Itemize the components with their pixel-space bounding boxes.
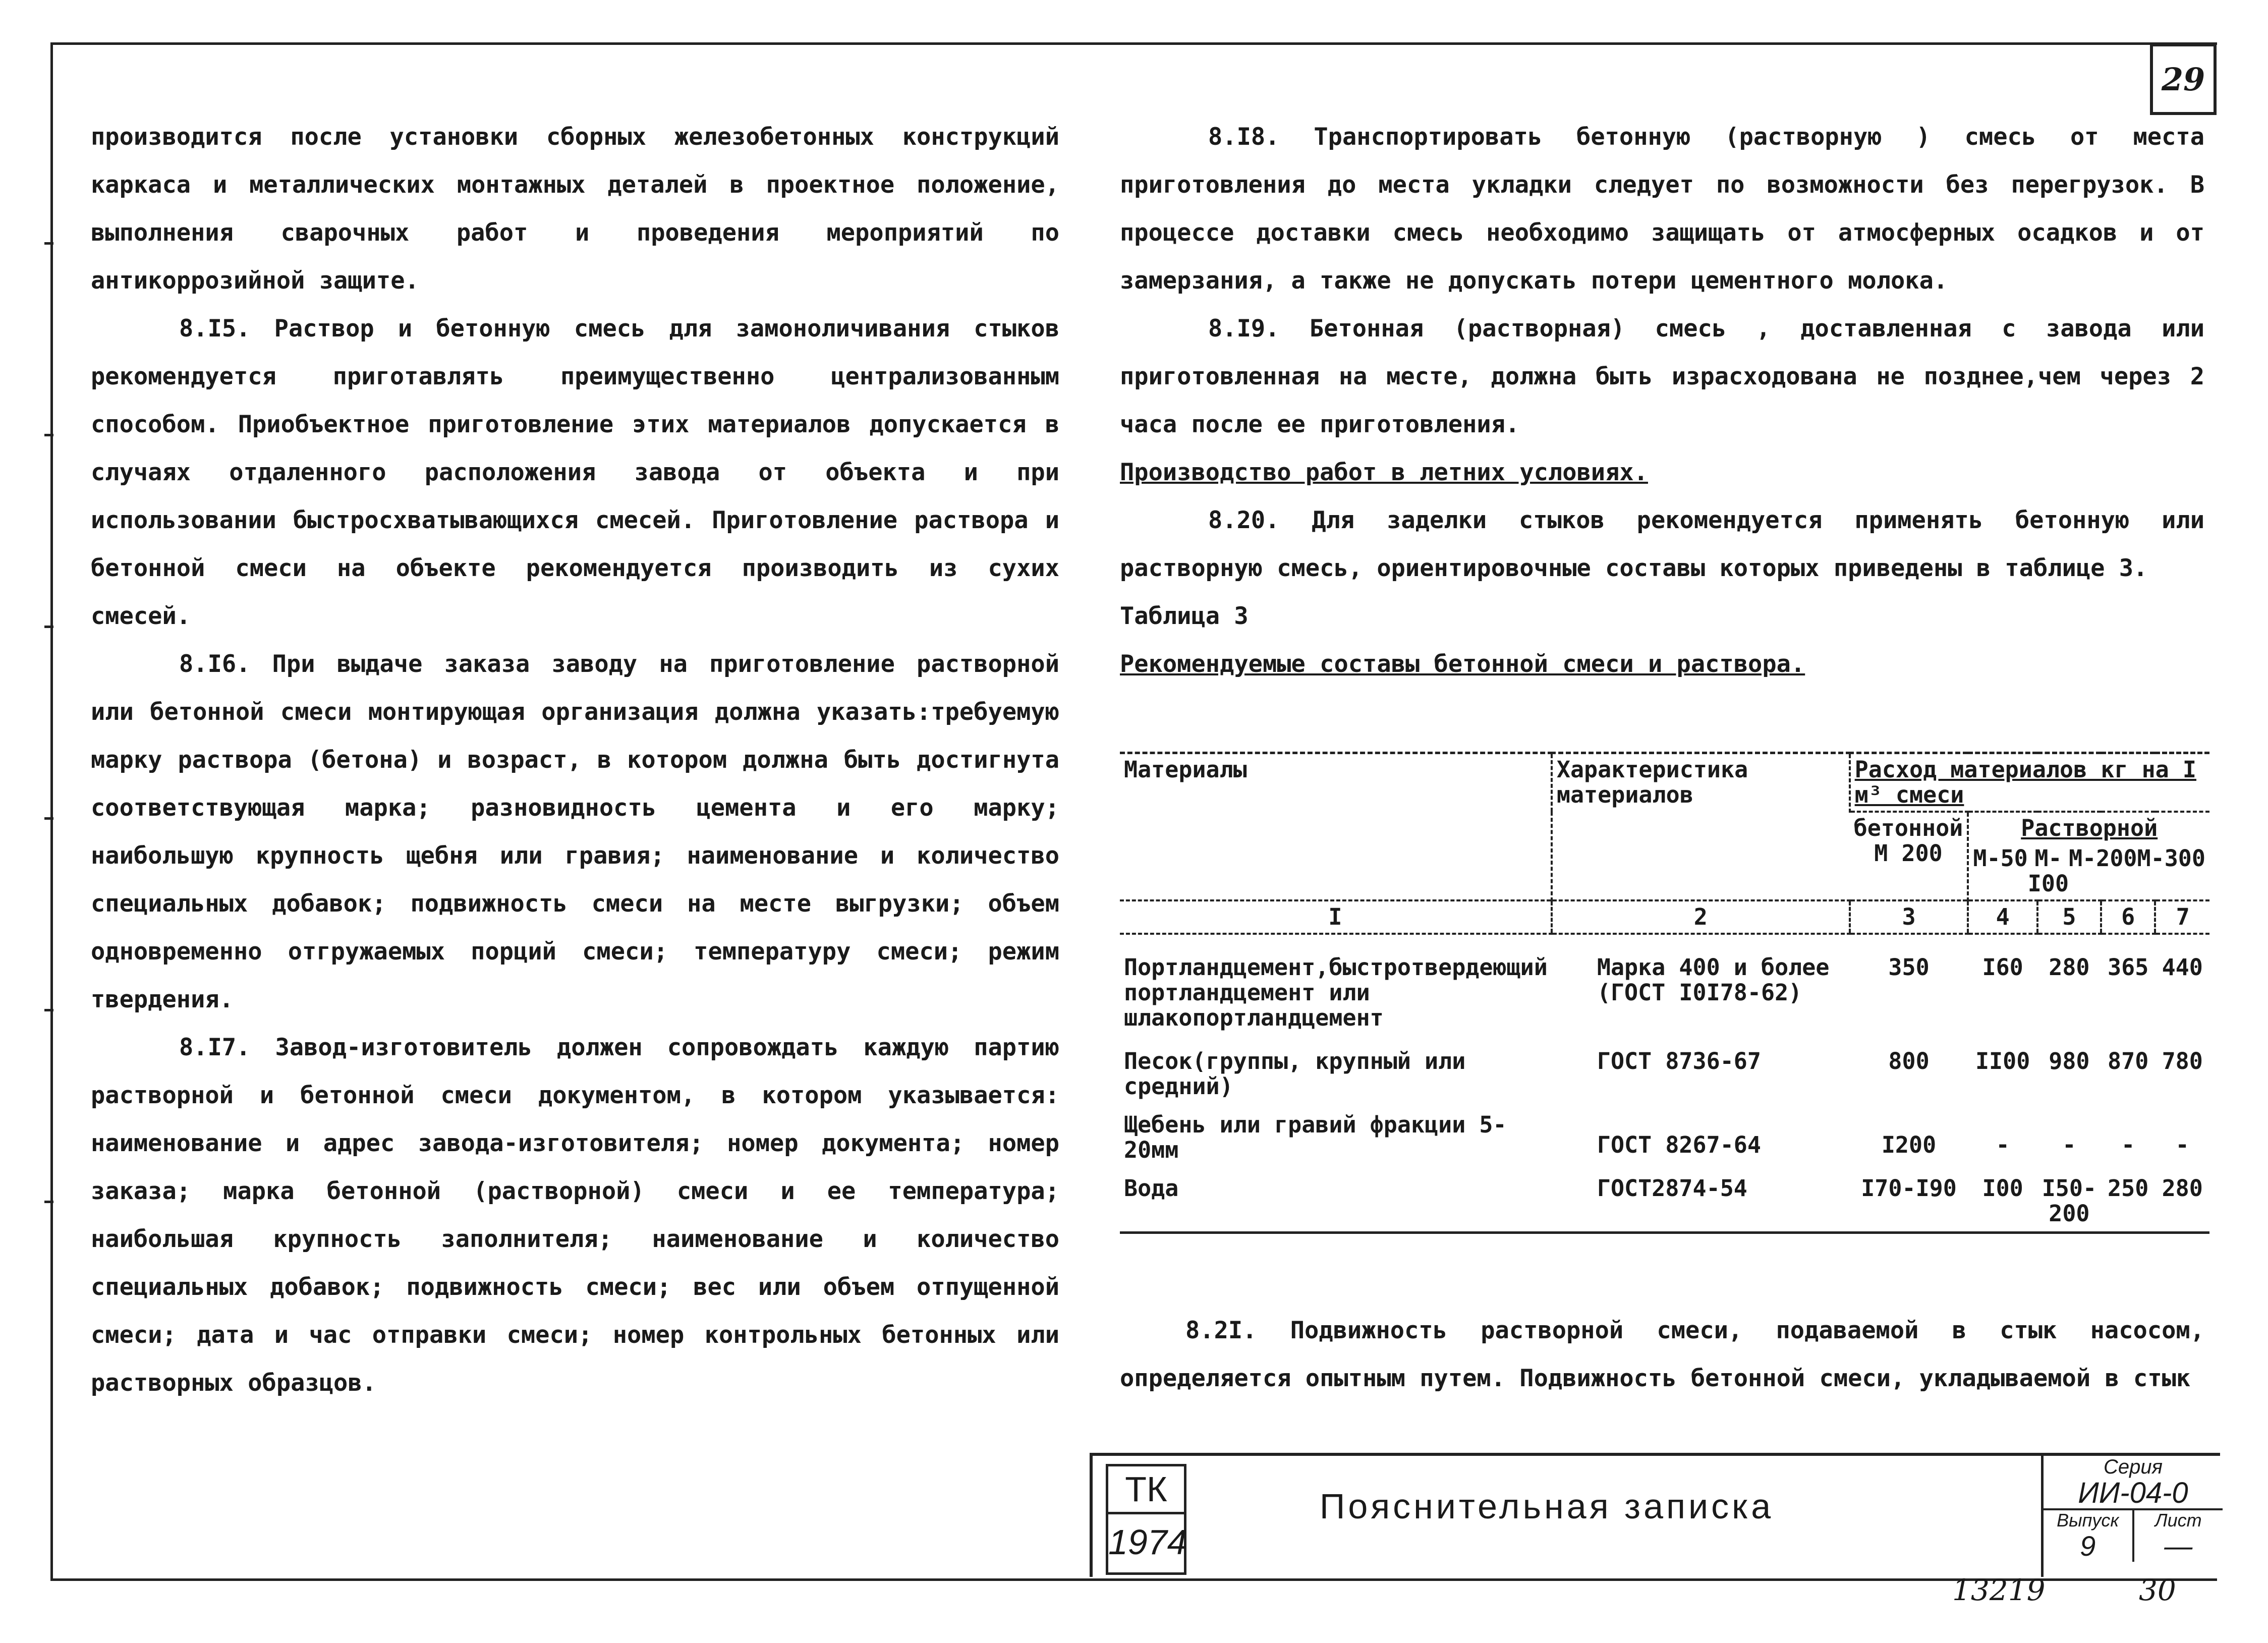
paragraph-8-16: 8.I6. При выдаче заказа заводу на приготовление растворной или бетонной смеси монтирующая организация должна указать:требуемую марку раствора (бетона) и возраст, в котором должна быть достигнута соответствующая марка; разновидность цемента и его марку; наибольшую крупность щебня или гравия; наименование и количество специальных добавок; подвижность смеси на месте выгрузки; объем одновременно отгружаемых порций смеси; температуру смеси; режим твердения. xyxy=(91,650,1059,1013)
paragraph-continuation: производится после установки сборных железобетонных конструкций каркаса и металлических монтажных деталей в проектное положение, выполнения сварочных работ и проведения мероприятий по антикоррозийной защите. xyxy=(91,123,1059,295)
cell-material: Портландцемент,быстротвердеющий портландцемент или шлакопортландцемент xyxy=(1124,954,1548,1031)
col-number: 2 xyxy=(1552,900,1850,934)
table-row xyxy=(1120,1166,2209,1233)
cell-spec: ГОСТ 8736-67 xyxy=(1597,1048,1761,1074)
paragraph-8-19: 8.I9. Бетонная (растворная) смесь , доставленная с завода или приготовленная на месте, должна быть израсходована не позднее,чем через 2 часа после ее приготовления. xyxy=(1120,315,2204,438)
table-row xyxy=(1120,1102,2209,1166)
cell-m200: 870 xyxy=(2108,1048,2149,1074)
header-mortar-group xyxy=(1968,812,2209,900)
series-code: ИИ-04-0 xyxy=(2044,1478,2223,1510)
table-row xyxy=(1120,1034,2209,1102)
table-label: Таблица 3 xyxy=(1120,602,1249,630)
cell-m50: - xyxy=(1996,1131,2010,1158)
header-concrete: бетонной М 200 xyxy=(1850,812,1968,900)
tk-year: 1974 xyxy=(1108,1522,1187,1562)
cell-concrete: I70-I90 xyxy=(1861,1175,1957,1202)
cell-spec: Марка 400 и более (ГОСТ I0I78-62) xyxy=(1597,954,1830,1006)
section-title: Производство работ в летних условиях. xyxy=(1120,459,1648,486)
edge-tick xyxy=(44,1201,53,1203)
document-title: Пояснительная записка xyxy=(1320,1487,1774,1526)
header-m200: М-200 xyxy=(2069,845,2137,872)
paragraph-8-18: 8.I8. Транспортировать бетонную (растворную ) смесь от места приготовления до места укладки следует по возможности без перегрузок. В процессе доставки смесь необходимо защищать от атмосферных осадков и от замерзания, а также не допускать потери цементного молока. xyxy=(1120,123,2204,295)
title-block xyxy=(1090,1453,2220,1577)
col-number: 3 xyxy=(1850,900,1968,934)
cell-m300: 780 xyxy=(2162,1048,2203,1074)
col-number: 5 xyxy=(2037,900,2101,934)
left-column xyxy=(91,113,1059,1407)
col-number: 7 xyxy=(2155,900,2209,934)
paragraph-8-15: 8.I5. Раствор и бетонную смесь для замоноличивания стыков рекомендуется приготавлять преимущественно централизованным способом. Приобъектное приготовление этих материалов допускается в случаях отдаленного расположения завода от объекта и при использовании быстросхватывающихся смесей. Приготовление раствора и бетонной смеси на объекте рекомендуется производить из сухих смесей. xyxy=(91,315,1059,630)
paragraph-8-20: 8.20. Для заделки стыков рекомендуется применять бетонную или растворную смесь, ориентировочные составы которых приведены в таблице 3. xyxy=(1120,506,2204,582)
issue-label: Выпуск xyxy=(2044,1510,2134,1531)
cell-spec: ГОСТ 8267-64 xyxy=(1597,1131,1761,1158)
cell-concrete: I200 xyxy=(1881,1131,1937,1158)
table-row xyxy=(1120,934,2209,1034)
edge-tick xyxy=(44,817,53,820)
sheet-value: — xyxy=(2164,1530,2193,1562)
cell-material: Щебень или гравий фракции 5-20мм xyxy=(1124,1111,1507,1163)
col-number: 4 xyxy=(1968,900,2037,934)
edge-tick xyxy=(44,242,53,245)
edge-tick xyxy=(44,1009,53,1011)
header-materials: Материалы xyxy=(1124,756,1247,783)
col-number: 6 xyxy=(2101,900,2156,934)
table-title: Рекомендуемые составы бетонной смеси и раствора. xyxy=(1120,650,1805,678)
cell-m200: 250 xyxy=(2108,1175,2149,1202)
tk-stamp xyxy=(1106,1464,1186,1575)
inventory-number: 13219 xyxy=(1952,1573,2046,1607)
header-m100: М-I00 xyxy=(2027,845,2069,897)
cell-material: Вода xyxy=(1124,1175,1179,1202)
cell-m100: - xyxy=(2062,1131,2076,1158)
cell-m50: I60 xyxy=(1982,954,2023,981)
series-label: Серия xyxy=(2104,1456,2163,1478)
right-column-bottom xyxy=(1120,1307,2204,1402)
edge-tick xyxy=(44,434,53,436)
tk-label: ТК xyxy=(1108,1466,1184,1514)
header-characteristics: Характеристика материалов xyxy=(1552,753,1850,901)
series-block xyxy=(2041,1456,2223,1577)
header-m300: М-300 xyxy=(2137,845,2205,872)
cell-m50: I00 xyxy=(1982,1175,2023,1202)
cell-m300: - xyxy=(2175,1131,2189,1158)
edge-tick xyxy=(44,626,53,628)
col-number: I xyxy=(1120,900,1552,934)
issue-value: 9 xyxy=(2044,1531,2134,1562)
paragraph-8-17: 8.I7. Завод-изготовитель должен сопровождать каждую партию растворной и бетонной смеси документом, в котором указывается: наименование и адрес завода-изготовителя; номер документа; номер заказа; марка бетонной (растворной) смеси и ее температура; наибольшая крупность заполнителя; наименование и количество специальных добавок; подвижность смеси; вес или объем отпущенной смеси; дата и час отправки смеси; номер контрольных бетонных или растворных образцов. xyxy=(91,1034,1059,1397)
cell-concrete: 800 xyxy=(1888,1048,1930,1074)
cell-m200: 365 xyxy=(2108,954,2149,981)
footer-page-number: 30 xyxy=(2139,1573,2176,1607)
cell-m100: 980 xyxy=(2049,1048,2090,1074)
paragraph-8-21: 8.2I. Подвижность растворной смеси, подаваемой в стык насосом, определяется опытным путем. Подвижность бетонной смеси, укладываемой в стык xyxy=(1120,1317,2204,1392)
cell-m300: 440 xyxy=(2162,954,2203,981)
composition-table xyxy=(1120,752,2209,1234)
column-number-row xyxy=(1120,900,2209,934)
cell-m50: II00 xyxy=(1975,1048,2030,1074)
sheet-label: Лист xyxy=(2154,1510,2202,1531)
cell-m300: 280 xyxy=(2162,1175,2203,1202)
cell-material: Песок(группы, крупный или средний) xyxy=(1124,1048,1466,1100)
cell-m200: - xyxy=(2121,1131,2135,1158)
cell-concrete: 350 xyxy=(1888,954,1930,981)
header-consumption: Расход материалов кг на I м³ смеси xyxy=(1850,753,2209,812)
header-mortar: Растворной xyxy=(2021,815,2158,841)
right-column xyxy=(1120,113,2204,688)
cell-spec: ГОСТ2874-54 xyxy=(1597,1175,1747,1202)
cell-m100: I50-200 xyxy=(2042,1175,2097,1227)
cell-m100: 280 xyxy=(2049,954,2090,981)
header-m50: М-50 xyxy=(1973,845,2028,872)
page-number: 29 xyxy=(2150,43,2217,115)
